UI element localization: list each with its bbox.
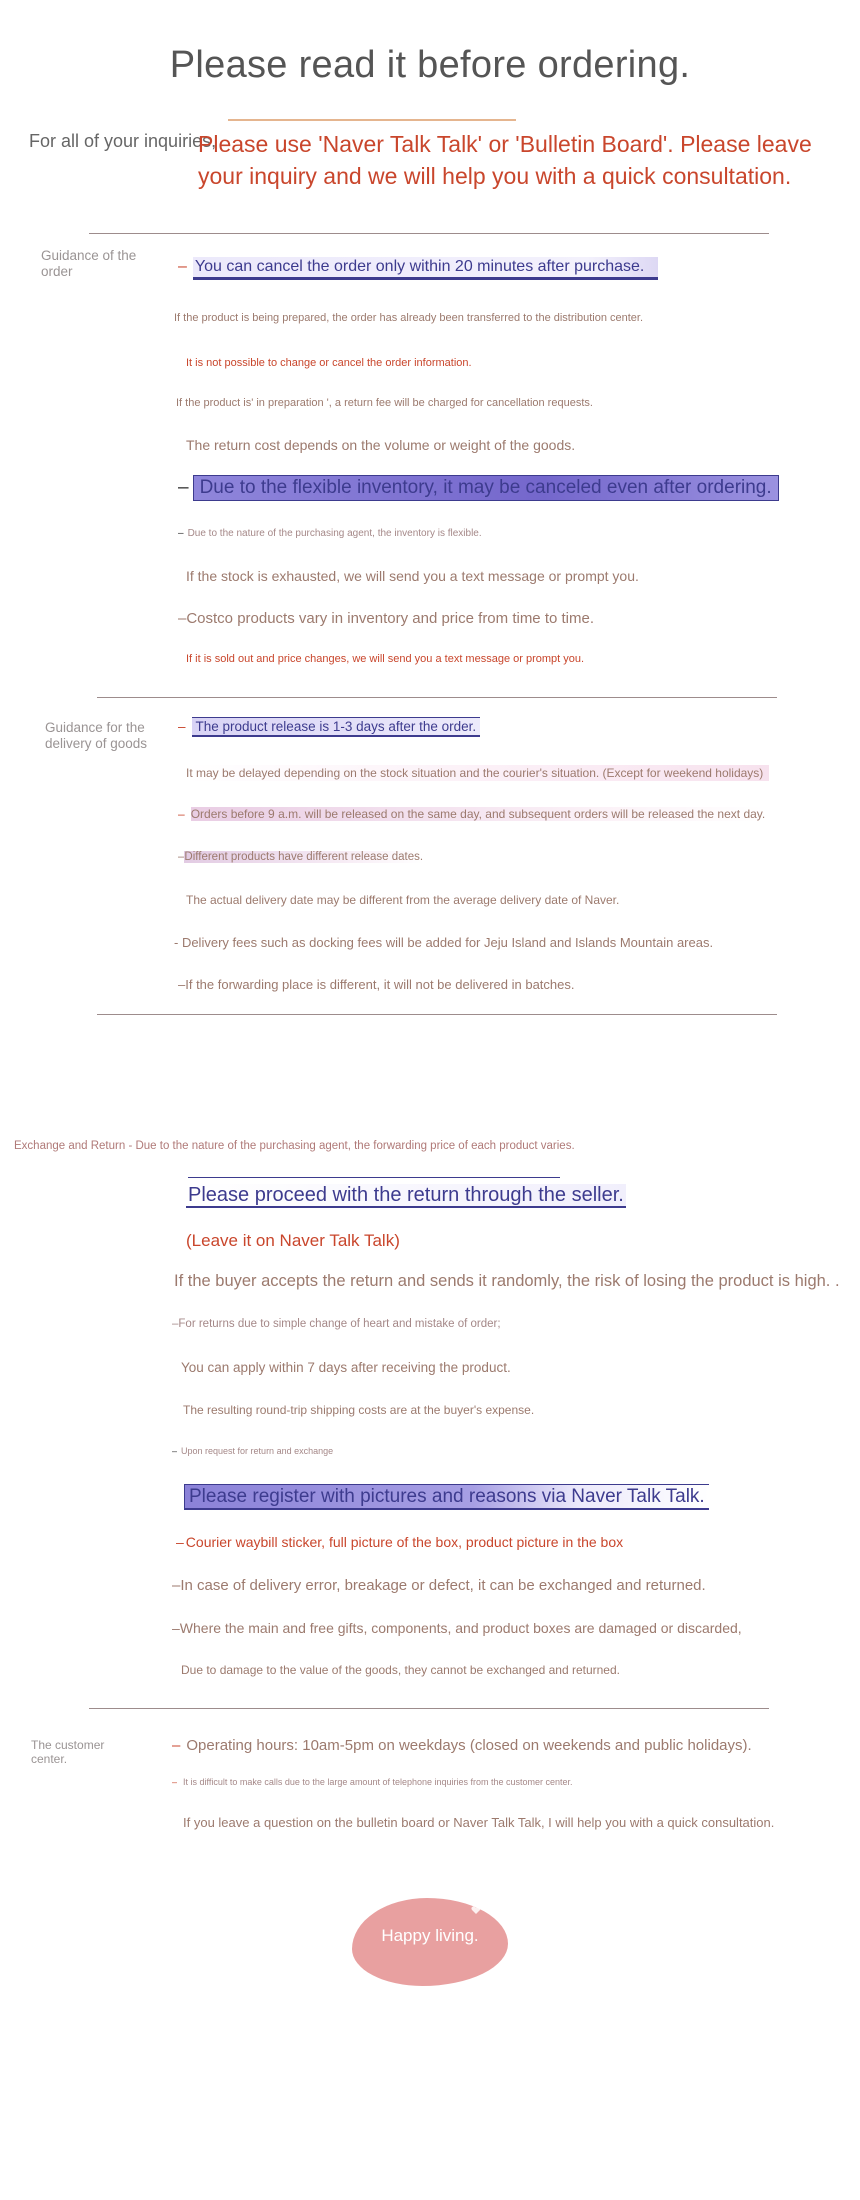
section-label-delivery: Guidance for the delivery of goods [45,720,148,751]
customer-line-1: – Operating hours: 10am-5pm on weekdays (closed on weekends and public holidays). [172,1737,752,1754]
highlight-overline [188,1177,560,1178]
order-line-4: If the product is' in preparation ', a return fee will be charged for cancellation requests. [176,397,593,409]
exchange-line-11: –Where the main and free gifts, components, and product boxes are damaged or discarded, [172,1620,742,1636]
customer-line-2: – It is difficult to make calls due to the large amount of telephone inquiries from the customer center. [172,1777,573,1787]
delivery-line-1: – The product release is 1-3 days after the order. [178,719,480,734]
exchange-line-9: – Courier waybill sticker, full picture of the box, product picture in the box [176,1534,624,1550]
exchange-line-7: – Upon request for return and exchange [172,1446,334,1456]
section-label-order: Guidance of the order [41,248,137,279]
section-label-exchange: Exchange and Return - Due to the nature of the purchasing agent, the forwarding price of each product varies. [14,1140,575,1152]
order-line-8: If the stock is exhausted, we will send you a text message or prompt you. [186,568,639,584]
delivery-line-7: –If the forwarding place is different, it will not be delivered in batches. [178,977,575,992]
exchange-line-8: Please register with pictures and reasons via Naver Talk Talk. [184,1486,709,1508]
order-line-7: – Due to the nature of the purchasing agent, the inventory is flexible. [178,528,482,539]
divider [97,1014,777,1015]
divider [89,1708,769,1709]
inquiry-text: Please use 'Naver Talk Talk' or 'Bulletin Board'. Please leave your inquiry and we will help you with a quick consultation. [198,131,812,189]
divider [89,233,769,234]
order-line-2: If the product is being prepared, the order has already been transferred to the distribution center. [174,312,644,324]
exchange-line-2: (Leave it on Naver Talk Talk) [186,1231,400,1250]
order-line-3: It is not possible to change or cancel the order information. [186,357,472,369]
exchange-line-4: –For returns due to simple change of heart and mistake of order; [172,1318,501,1330]
order-line-10: If it is sold out and price changes, we will send you a text message or prompt you. [186,653,585,665]
section-label-customer-center: The customer center. [31,1738,105,1766]
title-underline [228,119,516,121]
order-line-9: –Costco products vary in inventory and price from time to time. [178,610,595,627]
delivery-line-5: The actual delivery date may be different from the average delivery date of Naver. [186,893,620,907]
exchange-line-3: If the buyer accepts the return and sends it randomly, the risk of losing the product is high. . [174,1272,840,1290]
delivery-line-6: - Delivery fees such as docking fees will be added for Jeju Island and Islands Mountain areas. [174,935,714,950]
exchange-line-10: –In case of delivery error, breakage or defect, it can be exchanged and returned. [172,1577,706,1594]
delivery-line-2: It may be delayed depending on the stock situation and the courier's situation. (Except for weekend holidays) [186,765,769,781]
order-line-6: – Due to the flexible inventory, it may be canceled even after ordering. [178,475,779,501]
inquiry-label: For all of your inquiries, [29,131,217,151]
order-line-5: The return cost depends on the volume or weight of the goods. [186,437,576,453]
exchange-line-1: Please proceed with the return through the seller. [188,1184,624,1206]
exchange-line-12: Due to damage to the value of the goods, they cannot be exchanged and returned. [181,1663,620,1677]
delivery-line-4: –Different products have different release dates. [178,851,424,863]
badge-text: Happy living. [381,1926,479,1945]
page-title: Please read it before ordering. [169,44,691,86]
divider [97,697,777,698]
customer-line-3: If you leave a question on the bulletin board or Naver Talk Talk, I will help you with a quick consultation. [183,1815,775,1830]
order-line-1: – You can cancel the order only within 20 minutes after purchase. [178,258,658,276]
heart-icon [470,1905,494,1921]
exchange-line-6: The resulting round-trip shipping costs are at the buyer's expense. [183,1403,535,1417]
exchange-line-5: You can apply within 7 days after receiving the product. [181,1360,511,1375]
delivery-line-3: – Orders before 9 a.m. will be released on the same day, and subsequent orders will be released the next day. [178,807,766,821]
